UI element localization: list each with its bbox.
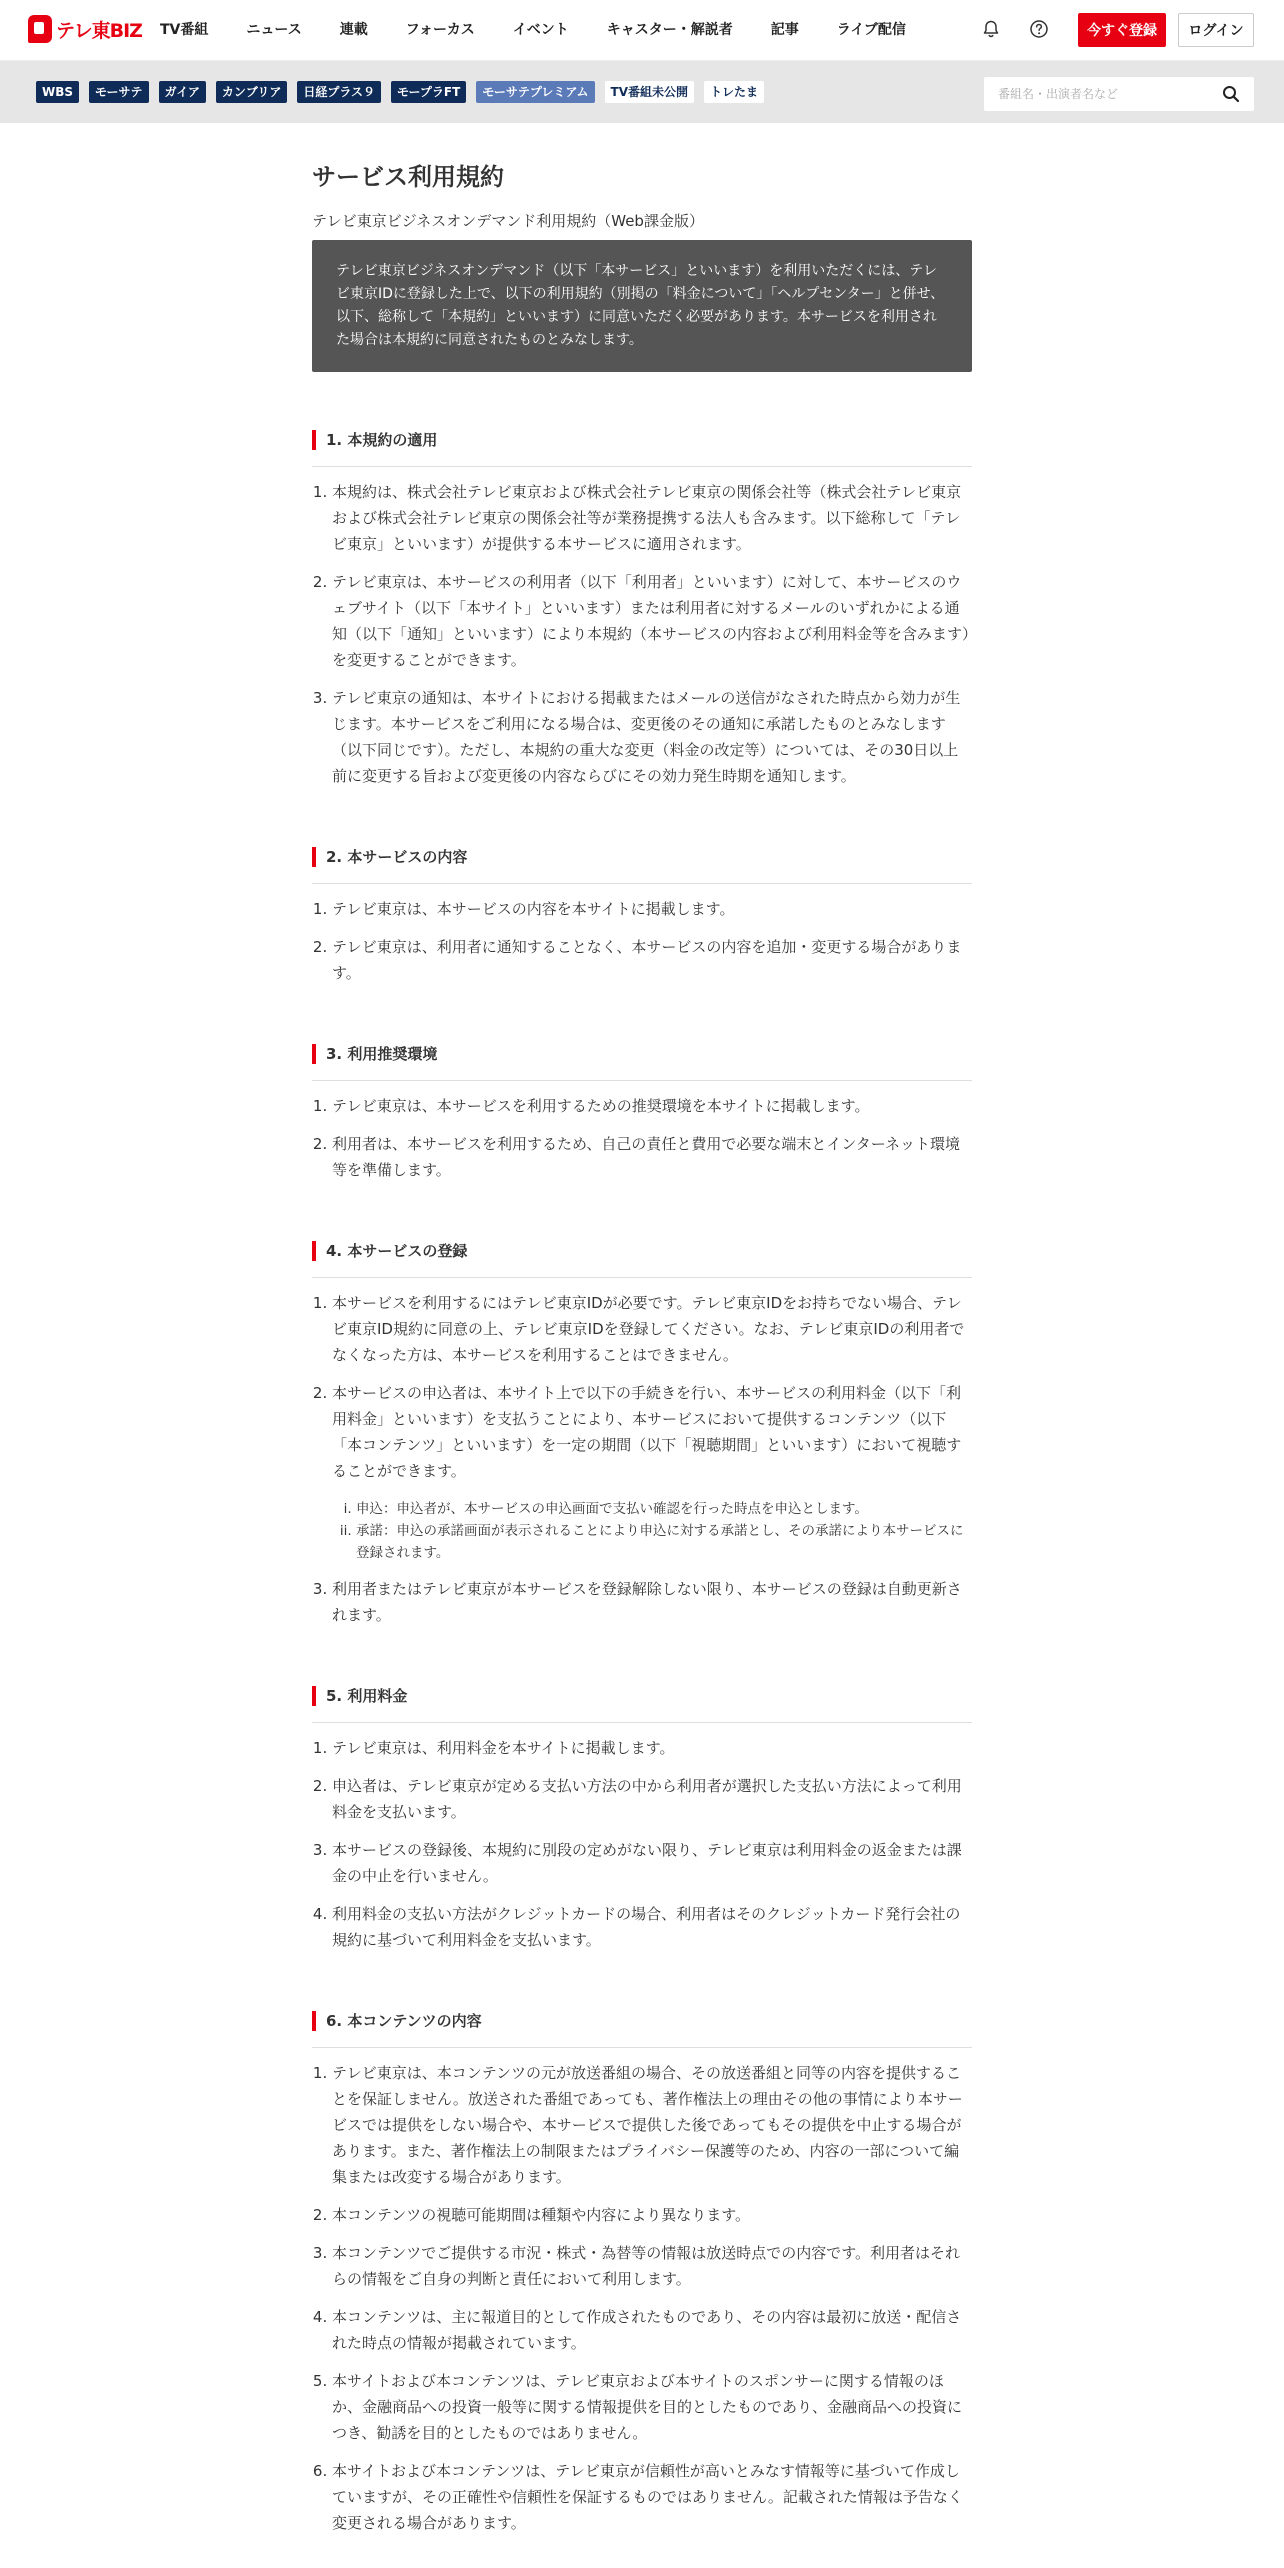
nav-item-event[interactable]: イベント <box>512 22 569 38</box>
intro-box: テレビ東京ビジネスオンデマンド（以下「本サービス」といいます）を利用いただくには、テレビ東京IDに登録した上で、以下の利用規約（別掲の「料金について」「ヘルプセンター」と併せ、以下、総称して「本規約」といいます）に同意いただく必要があります。本サービスを利用された場合は本規約に同意されたものとみなします。 <box>312 240 972 372</box>
nav-item-focus[interactable]: フォーカス <box>405 22 475 38</box>
section-list <box>312 479 972 789</box>
list-item: 6. 本サイトおよび本コンテンツは、テレビ東京が信頼性が高いとみなす情報等に基づいて作成していますが、その正確性や信頼性を保証するものではありません。記載された情報は予告なく変更される場合があります。 <box>332 2458 972 2536</box>
nav-item-series[interactable]: 連載 <box>339 22 368 38</box>
program-tags <box>36 81 774 103</box>
page-subtitle: テレビ東京ビジネスオンデマンド利用規約（Web課金版） <box>312 212 704 230</box>
section-list <box>312 1290 972 1628</box>
section-divider <box>312 1277 972 1278</box>
nav-item-casters[interactable]: キャスター・解説者 <box>606 22 733 38</box>
site-header <box>0 0 1284 61</box>
sub-list <box>332 1498 972 1564</box>
sub-list-item: i. 申込：申込者が、本サービスの申込画面で支払い確認を行った時点を申込とします。 <box>356 1498 972 1520</box>
list-item: 3. テレビ東京の通知は、本サイトにおける掲載またはメールの送信がなされた時点から効力が生じます。本サービスをご利用になる場合は、変更後のその通知に承諾したものとみなします（以下同じです）。ただし、本規約の重大な変更（料金の改定等）については、その30日以上前に変更する旨および変更後の内容ならびにその効力発生時期を通知します。 <box>332 685 972 789</box>
page-title: サービス利用規約 <box>312 163 504 191</box>
program-bar <box>0 61 1284 123</box>
list-item: 3. 本サービスの登録後、本規約に別段の定めがない限り、テレビ東京は利用料金の返金または課金の中止を行いません。 <box>332 1837 972 1889</box>
list-item: 2. テレビ東京は、本サービスの利用者（以下「利用者」といいます）に対して、本サービスのウェブサイト（以下「本サイト」といいます）または利用者に対するメールのいずれかによる通知（以下「通知」といいます）により本規約（本サービスの内容および利用料金等を含みます）を変更することができます。 <box>332 569 972 673</box>
program-tag-wbs[interactable]: WBS <box>36 81 79 103</box>
list-item: 2. テレビ東京は、利用者に通知することなく、本サービスの内容を追加・変更する場合があります。 <box>332 934 972 986</box>
nav-item-live[interactable]: ライブ配信 <box>836 22 906 38</box>
list-item: 2. 申込者は、テレビ東京が定める支払い方法の中から利用者が選択した支払い方法によって利用料金を支払います。 <box>332 1773 972 1825</box>
list-item <box>332 1380 972 1564</box>
section-divider <box>312 2047 972 2048</box>
list-item: 1. 本サービスを利用するにはテレビ東京IDが必要です。テレビ東京IDをお持ちでない場合、テレビ東京ID規約に同意の上、テレビ東京IDを登録してください。なお、テレビ東京IDの利用者でなくなった方は、本サービスを利用することはできません。 <box>332 1290 972 1368</box>
section-divider <box>312 1722 972 1723</box>
section-divider <box>312 883 972 884</box>
help-icon[interactable] <box>1028 18 1050 40</box>
list-item: 1. テレビ東京は、本サービスを利用するための推奨環境を本サイトに掲載します。 <box>332 1093 972 1119</box>
nav-item-news[interactable]: ニュース <box>246 22 302 38</box>
section-1 <box>312 430 972 789</box>
section-3 <box>312 1044 972 1183</box>
program-tag-cambria[interactable]: カンブリア <box>216 81 288 103</box>
section-title: 6. 本コンテンツの内容 <box>312 2011 972 2031</box>
list-item-text: 本サービスの申込者は、本サイト上で以下の手続きを行い、本サービスの利用料金（以下「利用料金」といいます）を支払うことにより、本サービスにおいて提供するコンテンツ（以下「本コンテンツ」といいます）を一定の期間（以下「視聴期間」といいます）において視聴することができます。 <box>332 1384 962 1480</box>
program-tag-mopura-ft[interactable]: モープラFT <box>391 81 466 103</box>
section-6 <box>312 2011 972 2536</box>
bell-icon[interactable] <box>980 18 1002 40</box>
section-5 <box>312 1686 972 1953</box>
logo-mark-icon <box>28 15 52 43</box>
list-item: 1. テレビ東京は、本コンテンツの元が放送番組の場合、その放送番組と同等の内容を提供することを保証しません。放送された番組であっても、著作権法上の理由その他の事情により本サービスでは提供をしない場合や、本サービスで提供した後であってもその提供を中止する場合があります。また、著作権法上の制限またはプライバシー保護等のため、内容の一部について編集または改変する場合があります。 <box>332 2060 972 2190</box>
list-item: 5. 本サイトおよび本コンテンツは、テレビ東京および本サイトのスポンサーに関する情報のほか、金融商品への投資一般等に関する情報提供を目的としたものであり、金融商品への投資につき、勧誘を目的としたものではありません。 <box>332 2368 972 2446</box>
section-divider <box>312 1080 972 1081</box>
program-tag-toretama[interactable]: トレたま <box>704 81 764 103</box>
section-title: 5. 利用料金 <box>312 1686 972 1706</box>
nav-item-tv[interactable]: TV番組 <box>160 22 209 38</box>
program-tag-nikkei-plus9[interactable]: 日経プラス９ <box>297 81 381 103</box>
section-list <box>312 1735 972 1953</box>
section-list <box>312 896 972 986</box>
list-item: 1. テレビ東京は、利用料金を本サイトに掲載します。 <box>332 1735 972 1761</box>
login-button[interactable]: ログイン <box>1178 13 1254 47</box>
list-item: 2. 利用者は、本サービスを利用するため、自己の責任と費用で必要な端末とインターネット環境等を準備します。 <box>332 1131 972 1183</box>
list-item: 1. テレビ東京は、本サービスの内容を本サイトに掲載します。 <box>332 896 972 922</box>
section-divider <box>312 466 972 467</box>
section-list <box>312 1093 972 1183</box>
list-item: 1. 本規約は、株式会社テレビ東京および株式会社テレビ東京の関係会社等（株式会社テレビ東京および株式会社テレビ東京の関係会社等が業務提携する法人も含みます。以下総称して「テレビ東京」といいます）が提供する本サービスに適用されます。 <box>332 479 972 557</box>
list-item: 3. 本コンテンツでご提供する市況・株式・為替等の情報は放送時点での内容です。利用者はそれらの情報をご自身の判断と責任において利用します。 <box>332 2240 972 2292</box>
list-item: 4. 利用料金の支払い方法がクレジットカードの場合、利用者はそのクレジットカード発行会社の規約に基づいて利用料金を支払います。 <box>332 1901 972 1953</box>
program-tag-gaia[interactable]: ガイア <box>159 81 206 103</box>
list-item: 3. 利用者またはテレビ東京が本サービスを登録解除しない限り、本サービスの登録は自動更新されます。 <box>332 1576 972 1628</box>
search-icon[interactable] <box>1222 85 1240 103</box>
list-item: 2. 本コンテンツの視聴可能期間は種類や内容により異なります。 <box>332 2202 972 2228</box>
section-title: 4. 本サービスの登録 <box>312 1241 972 1261</box>
sub-list-item: ii. 承諾：申込の承諾画面が表示されることにより申込に対する承諾とし、その承諾により本サービスに登録されます。 <box>356 1520 972 1564</box>
search-input[interactable] <box>984 77 1218 111</box>
program-tag-morning-satellite[interactable]: モーサテ <box>89 81 149 103</box>
terms-content <box>312 160 972 2548</box>
section-title: 1. 本規約の適用 <box>312 430 972 450</box>
section-title: 3. 利用推奨環境 <box>312 1044 972 1064</box>
program-tag-premium[interactable]: モーサテプレミアム <box>476 81 594 103</box>
logo-text: テレ東BIZ <box>56 19 142 42</box>
section-2 <box>312 847 972 986</box>
nav-item-articles[interactable]: 記事 <box>770 22 799 38</box>
list-item: 4. 本コンテンツは、主に報道目的として作成されたものであり、その内容は最初に放送・配信された時点の情報が掲載されています。 <box>332 2304 972 2356</box>
main-nav <box>160 0 944 58</box>
logo[interactable] <box>28 14 142 44</box>
program-tag-unaired[interactable]: TV番組未公開 <box>605 81 694 103</box>
register-button[interactable]: 今すぐ登録 <box>1078 13 1166 47</box>
section-4 <box>312 1241 972 1628</box>
section-title: 2. 本サービスの内容 <box>312 847 972 867</box>
section-list <box>312 2060 972 2536</box>
search-box <box>984 77 1254 111</box>
